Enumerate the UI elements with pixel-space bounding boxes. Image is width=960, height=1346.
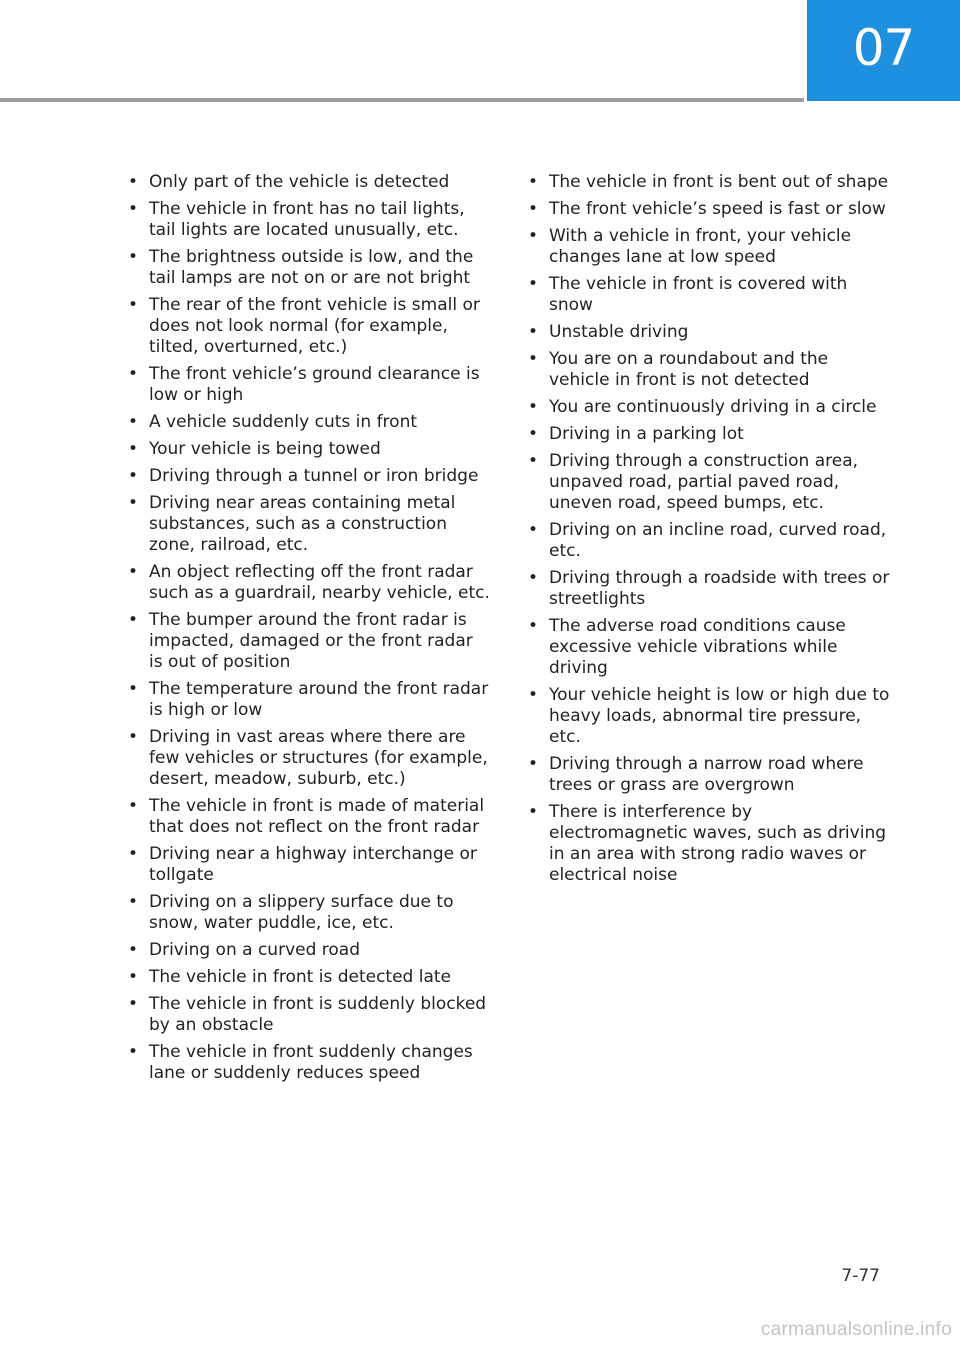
right-condition-list: [528, 172, 890, 892]
list-item: • The brightness outside is low, and the tail lamps are not on or are not bright: [128, 247, 490, 289]
header-rule: [0, 98, 804, 102]
list-item: • The front vehicle’s ground clearance is low or high: [128, 364, 490, 406]
list-item: • Driving through a roadside with trees or streetlights: [528, 568, 890, 610]
list-item: • The vehicle in front is covered with snow: [528, 274, 890, 316]
list-item: • Driving through a narrow road where trees or grass are overgrown: [528, 754, 890, 796]
list-item: • There is interference by electromagnetic waves, such as driving in an area with strong radio waves or electrical noise: [528, 802, 890, 886]
list-item: • The adverse road conditions cause excessive vehicle vibrations while driving: [528, 616, 890, 679]
chapter-number: 07: [852, 18, 915, 77]
list-item: • The vehicle in front has no tail lights, tail lights are located unusually, etc.: [128, 199, 490, 241]
list-item: • Only part of the vehicle is detected: [128, 172, 490, 193]
list-item: • The vehicle in front is made of material that does not reflect on the front radar: [128, 796, 490, 838]
list-item: • Your vehicle height is low or high due to heavy loads, abnormal tire pressure, etc.: [528, 685, 890, 748]
list-item: • The vehicle in front is suddenly blocked by an obstacle: [128, 994, 490, 1036]
list-item: • Driving on a curved road: [128, 940, 490, 961]
list-item: • Driving through a tunnel or iron bridge: [128, 466, 490, 487]
list-item: • The vehicle in front is detected late: [128, 967, 490, 988]
watermark: carmanualsonline.info: [760, 1319, 952, 1340]
list-item: • An object reflecting off the front radar such as a guardrail, nearby vehicle, etc.: [128, 562, 490, 604]
list-item: • The vehicle in front is bent out of shape: [528, 172, 890, 193]
list-item: • Driving in a parking lot: [528, 424, 890, 445]
list-item: • You are continuously driving in a circle: [528, 397, 890, 418]
chapter-tab: [807, 0, 960, 101]
list-item: • Driving in vast areas where there are few vehicles or structures (for example, desert, meadow, suburb, etc.): [128, 727, 490, 790]
list-item: • Driving near a highway interchange or tollgate: [128, 844, 490, 886]
left-condition-list: [128, 172, 490, 1090]
list-item: • The rear of the front vehicle is small or does not look normal (for example, tilted, overturned, etc.): [128, 295, 490, 358]
list-item: • Unstable driving: [528, 322, 890, 343]
list-item: • You are on a roundabout and the vehicle in front is not detected: [528, 349, 890, 391]
list-item: • Driving near areas containing metal substances, such as a construction zone, railroad, etc.: [128, 493, 490, 556]
list-item: • Driving through a construction area, unpaved road, partial paved road, uneven road, speed bumps, etc.: [528, 451, 890, 514]
list-item: • Driving on a slippery surface due to snow, water puddle, ice, etc.: [128, 892, 490, 934]
list-item: • The bumper around the front radar is impacted, damaged or the front radar is out of position: [128, 610, 490, 673]
list-item: • The front vehicle’s speed is fast or slow: [528, 199, 890, 220]
list-item: • The temperature around the front radar is high or low: [128, 679, 490, 721]
list-item: • Your vehicle is being towed: [128, 439, 490, 460]
list-item: • A vehicle suddenly cuts in front: [128, 412, 490, 433]
page-number: 7-77: [841, 1266, 880, 1286]
list-item: • With a vehicle in front, your vehicle changes lane at low speed: [528, 226, 890, 268]
list-item: • The vehicle in front suddenly changes lane or suddenly reduces speed: [128, 1042, 490, 1084]
list-item: • Driving on an incline road, curved road, etc.: [528, 520, 890, 562]
